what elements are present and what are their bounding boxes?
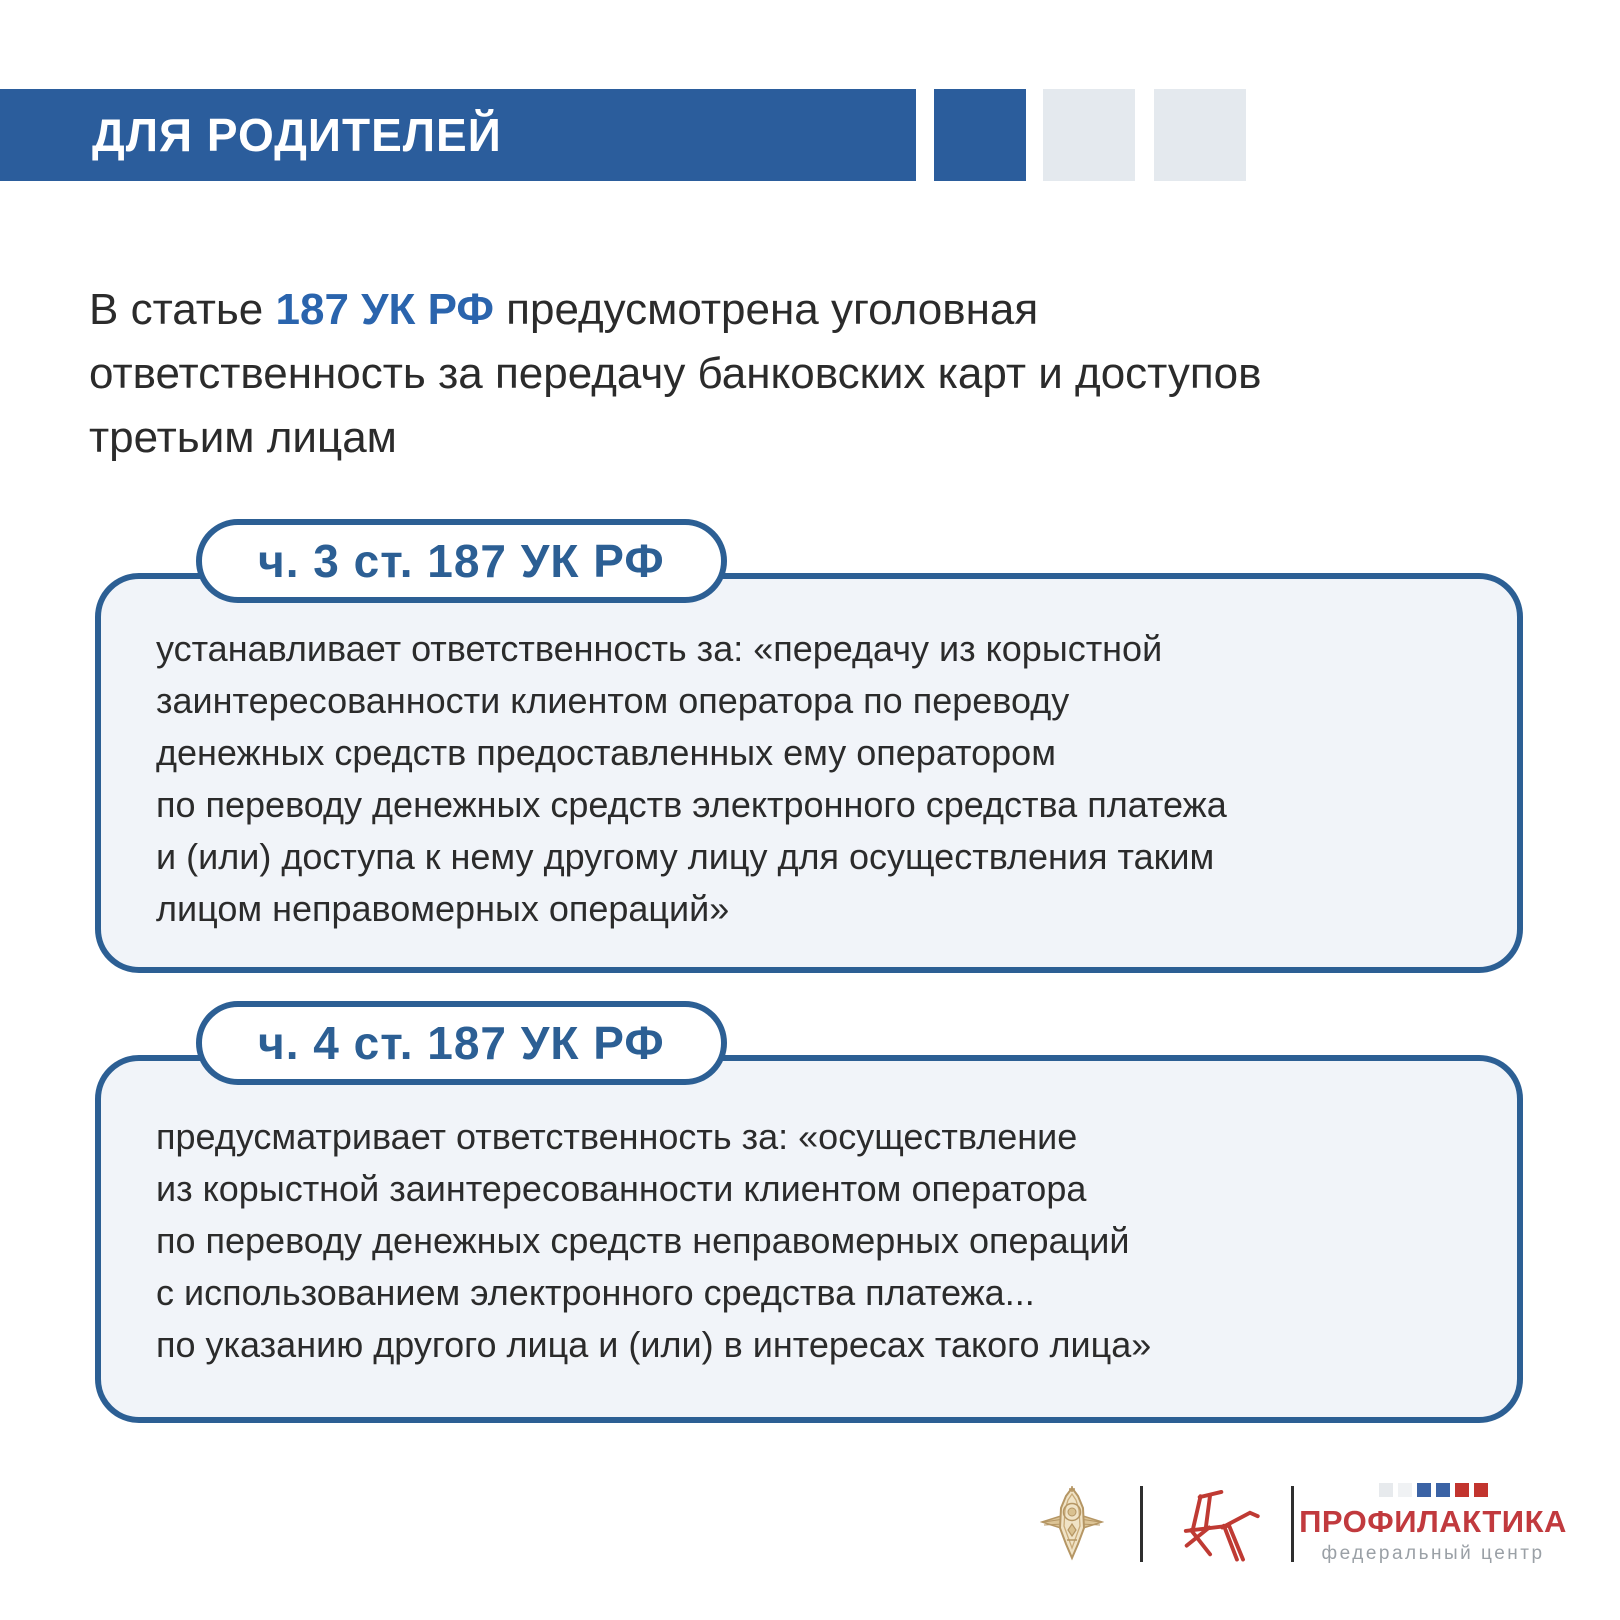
header-banner <box>0 89 916 181</box>
flag-squares-icon <box>1379 1483 1488 1497</box>
intro-text: В статье <box>89 285 276 334</box>
card-tab-label: ч. 3 ст. 187 УК РФ <box>258 535 665 587</box>
footer-divider-2 <box>1291 1486 1294 1562</box>
card-text-line: заинтересованности клиентом оператора по переводу <box>156 680 1070 721</box>
card-body-part-4 <box>101 1061 1517 1371</box>
card-tab-part-3 <box>196 519 727 603</box>
decor-square-gray-2 <box>1154 89 1246 181</box>
decor-square-gray-1 <box>1043 89 1135 181</box>
org-title: ПРОФИЛАКТИКА <box>1299 1504 1567 1539</box>
card-text-line: устанавливает ответственность за: «передачу из корыстной <box>156 628 1163 669</box>
card-body-part-3 <box>101 579 1517 935</box>
footer-logos <box>1040 1482 1567 1566</box>
footer-divider-1 <box>1140 1486 1143 1562</box>
card-text-line: денежных средств предоставленных ему оператором <box>156 732 1056 773</box>
ministry-emblem-icon <box>1040 1486 1104 1562</box>
intro-paragraph <box>89 278 1549 470</box>
article-reference: 187 УК РФ <box>275 285 494 334</box>
card-tab-label: ч. 4 ст. 187 УК РФ <box>258 1017 665 1069</box>
intro-line-3: третьим лицам <box>89 413 397 462</box>
decor-square-blue <box>934 89 1026 181</box>
chair-logo-icon <box>1173 1485 1261 1563</box>
card-text-line: по переводу денежных средств неправомерных операций <box>156 1220 1130 1261</box>
org-subtitle: федеральный центр <box>1321 1543 1545 1564</box>
card-tab-part-4 <box>196 1001 727 1085</box>
intro-line-1 <box>89 278 1549 342</box>
law-card-part-4 <box>95 1017 1523 1423</box>
intro-line-2: ответственность за передачу банковских карт и доступов <box>89 349 1262 398</box>
card-text-line: предусматривает ответственность за: «осуществление <box>156 1116 1078 1157</box>
card-text-line: и (или) доступа к нему другому лицу для осуществления таким <box>156 836 1215 877</box>
card-text-line: с использованием электронного средства платежа... <box>156 1272 1035 1313</box>
card-text-line: по указанию другого лица и (или) в интересах такого лица» <box>156 1324 1152 1365</box>
card-text-line: лицом неправомерных операций» <box>156 888 730 929</box>
intro-text: предусмотрена уголовная <box>493 285 1039 334</box>
card-text-line: по переводу денежных средств электронного средства платежа <box>156 784 1227 825</box>
page-title: ДЛЯ РОДИТЕЛЕЙ <box>92 109 502 161</box>
card-text-line: из корыстной заинтересованности клиентом оператора <box>156 1168 1087 1209</box>
profilaktika-logo <box>1299 1483 1567 1565</box>
law-card-part-3 <box>95 535 1523 973</box>
